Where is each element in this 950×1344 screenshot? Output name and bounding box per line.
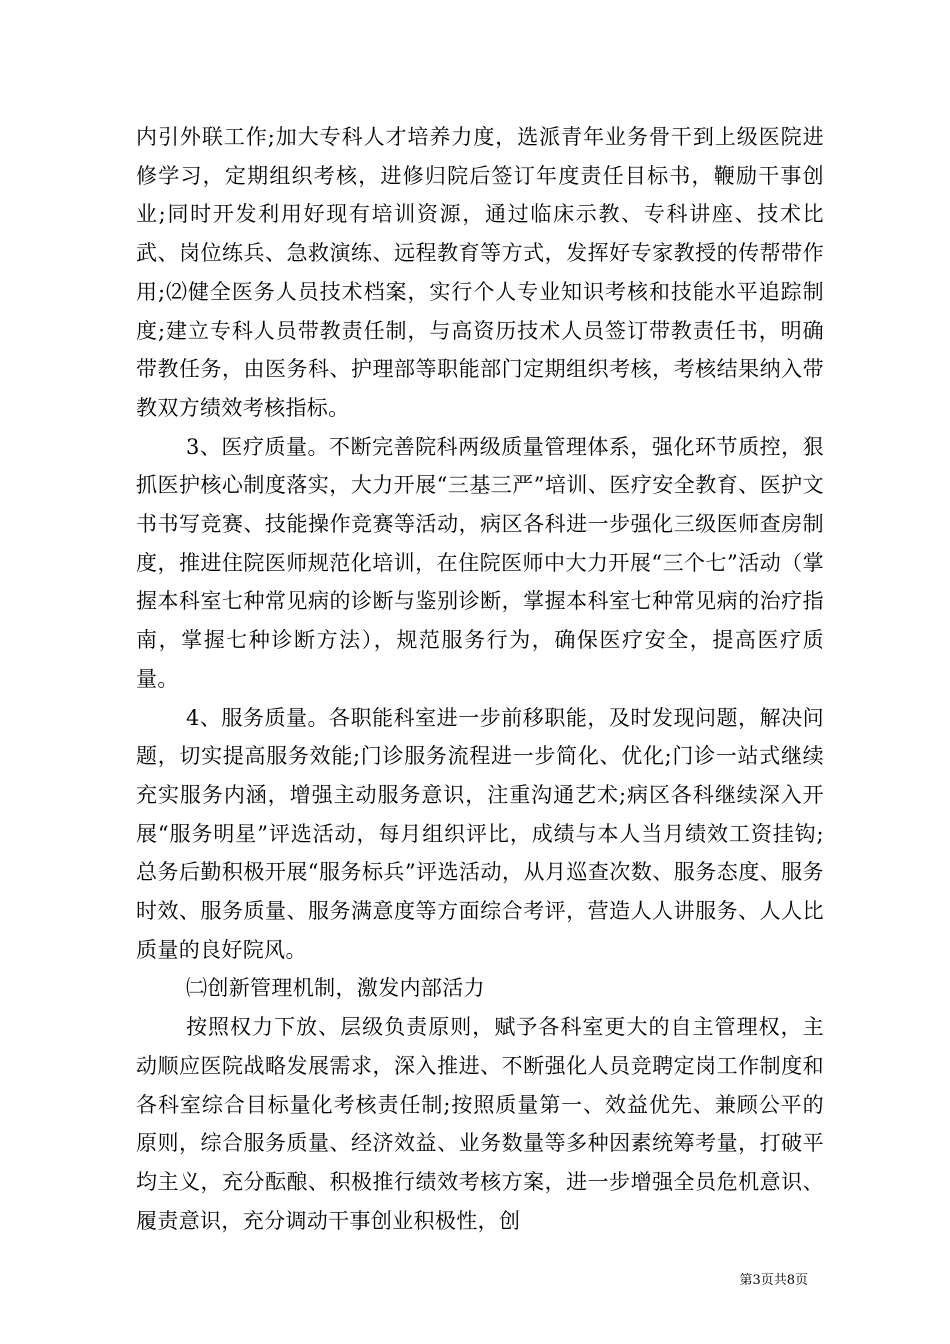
paragraph-medical-quality: 3、医疗质量。不断完善院科两级质量管理体系，强化环节质控，狠抓医护核心制度落实，大力开展“三基三严”培训、医疗安全教育、医护文书书写竞赛、技能操作竞赛等活动，病区各科进一步强化三级医师查房制度，推进住院医师规范化培训，在住院医师中大力开展“三个七”活动（掌握本科室七种常见病的诊断与鉴别诊断，掌握本科室七种常见病的治疗指南，掌握七种诊断方法），规范服务行为，确保医疗安全，提高医疗质量。 <box>136 434 824 691</box>
page-number-footer: 第3页共8页 <box>739 1273 808 1288</box>
document-body <box>136 118 824 1240</box>
paragraph-service-quality: 4、服务质量。各职能科室进一步前移职能，及时发现问题，解决问题，切实提高服务效能;门诊服务流程进一步简化、优化;门诊一站式继续充实服务内涵，增强主动服务意识，注重沟通艺术;病区各科继续深入开展“服务明星”评选活动，每月组织评比，成绩与本人当月绩效工资挂钩;总务后勤积极开展“服务标兵”评选活动，从月巡查次数、服务态度、服务时效、服务质量、服务满意度等方面综合考评，营造人人讲服务、人人比质量的良好院风。 <box>136 705 824 962</box>
paragraph-continuation: 内引外联工作;加大专科人才培养力度，选派青年业务骨干到上级医院进修学习，定期组织考核，进修归院后签订年度责任目标书，鞭励干事创业;同时开发利用好现有培训资源，通过临床示教、专科讲座、技术比武、岗位练兵、急救演练、远程教育等方式，发挥好专家教授的传帮带作用;⑵健全医务人员技术档案，实行个人专业知识考核和技能水平追踪制度;建立专科人员带教责任制，与高资历技术人员签订带教责任书，明确带教任务，由医务科、护理部等职能部门定期组织考核，考核结果纳入带教双方绩效考核指标。 <box>136 125 824 420</box>
section-heading-management-mechanism: ㈡创新管理机制，激发内部活力 <box>186 976 485 1001</box>
paragraph-management-mechanism: 按照权力下放、层级负责原则，赋予各科室更大的自主管理权，主动顺应医院战略发展需求，深入推进、不断强化人员竞聘定岗工作制度和各科室综合目标量化考核责任制;按照质量第一、效益优先、兼顾公平的原则，综合服务质量、经济效益、业务数量等多种因素统筹考量，打破平均主义，充分酝酿、积极推行绩效考核方案，进一步增强全员危机意识、履责意识，充分调动干事创业积极性，创 <box>136 1015 824 1233</box>
